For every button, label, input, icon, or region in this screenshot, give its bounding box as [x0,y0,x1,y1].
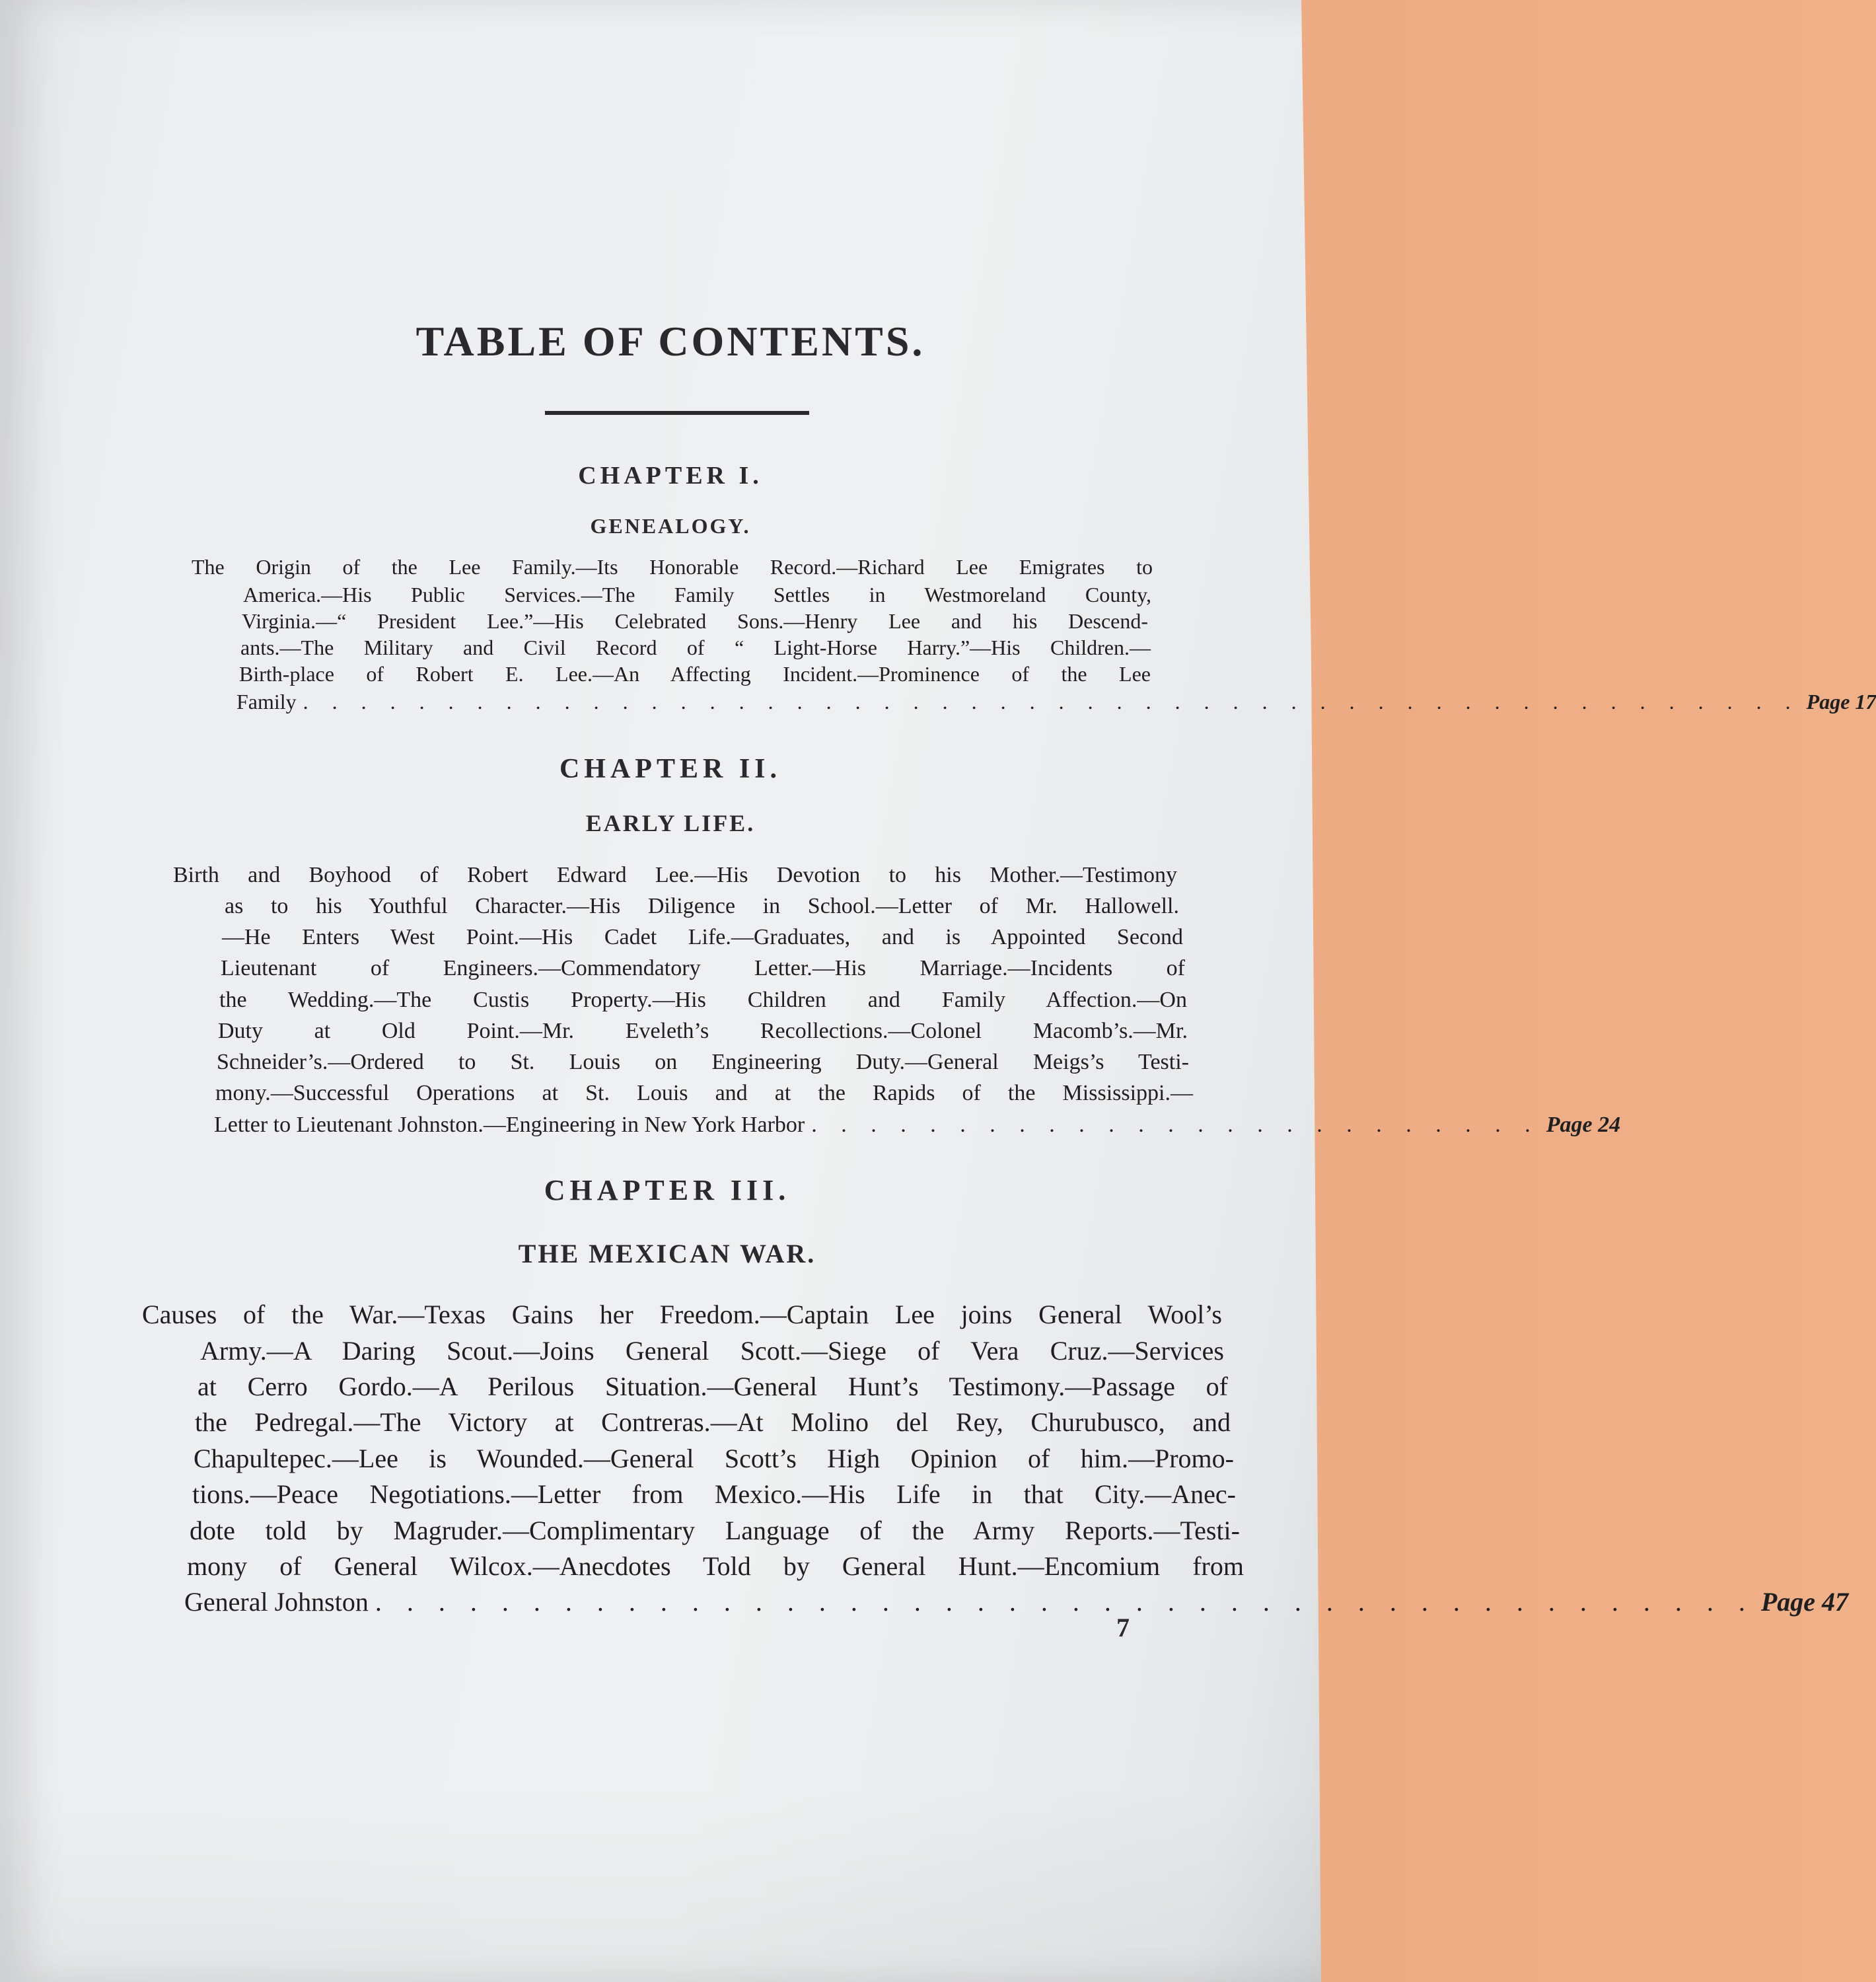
chapter-1-line: Virginia.—“ President Lee.”—His Celebrated Sons.—Henry Lee and his Descend- [242,609,1148,633]
chapter-2-line: Letter to Lieutenant Johnston.—Engineering in New York Harbor [214,1113,805,1137]
chapter-2-line: Duty at Old Point.—Mr. Eveleth’s Recollections.—Colonel Macomb’s.—Mr. [218,1019,1188,1043]
chapter-1-line: ants.—The Military and Civil Record of “ Light-Horse Harry.”—His Children.— [240,636,1151,659]
chapter-1-subtitle: GENEALOGY. [590,514,751,538]
chapter-1-number: CHAPTER I. [578,462,763,490]
chapter-3-line: tions.—Peace Negotiations.—Letter from Mexico.—His Life in that City.—Anec- [192,1479,1236,1509]
chapter-1-line: Birth-place of Robert E. Lee.—An Affecting Incident.—Prominence of the Lee [239,662,1151,686]
chapter-3-line: Causes of the War.—Texas Gains her Freedom.—Captain Lee joins General Wool’s [142,1300,1222,1329]
chapter-3-line: General Johnston [184,1587,369,1617]
chapter-3-subtitle: THE MEXICAN WAR. [518,1239,816,1268]
chapter-2-line: the Wedding.—The Custis Property.—His Children and Family Affection.—On [219,988,1187,1012]
leader-dots: . . . . . . . . . . . . . . . . . . . . . . . . . . . . . . . . . . . . . . . . . . . . . . . . . . . . [303,690,1800,714]
chapter-2-number: CHAPTER II. [559,754,782,784]
page-number: 7 [1116,1613,1130,1642]
chapter-2-line: Lieutenant of Engineers.—Commendatory Letter.—His Marriage.—Incidents of [221,956,1185,980]
chapter-3-line: Army.—A Daring Scout.—Joins General Scott.—Siege of Vera Cruz.—Services [200,1336,1224,1366]
chapter-3-line: mony of General Wilcox.—Anecdotes Told by General Hunt.—Encomium from [187,1551,1244,1581]
chapter-3-line-last [184,1586,1849,1617]
chapter-2-line: as to his Youthful Character.—His Diligence in School.—Letter of Mr. Hallowell. [225,894,1179,918]
chapter-2-page: Page 24 [1546,1113,1621,1137]
leader-dots: . . . . . . . . . . . . . . . . . . . . . . . . . . . . . . . . . . . . . . . . . . . . [375,1587,1754,1617]
page-shadow [0,1784,1321,1982]
chapter-1-line: The Origin of the Lee Family.—Its Honorable Record.—Richard Lee Emigrates to [192,555,1153,579]
chapter-1-line: America.—His Public Services.—The Family Settles in Westmoreland County, [243,583,1151,606]
page-title: TABLE OF CONTENTS. [415,318,925,365]
chapter-2-subtitle: EARLY LIFE. [585,810,756,836]
chapter-3-line: Chapultepec.—Lee is Wounded.—General Scott’s High Opinion of him.—Promo- [194,1444,1234,1473]
chapter-2-line-last [214,1113,1621,1138]
chapter-2-line: Birth and Boyhood of Robert Edward Lee.—His Devotion to his Mother.—Testimony [173,863,1177,887]
title-rule [545,411,809,415]
leader-dots: . . . . . . . . . . . . . . . . . . . . . . . . . [811,1113,1540,1137]
chapter-3-line: at Cerro Gordo.—A Perilous Situation.—General Hunt’s Testimony.—Passage of [198,1372,1228,1401]
chapter-3-line: dote told by Magruder.—Complimentary Language of the Army Reports.—Testi- [190,1516,1240,1545]
chapter-1-line-last [236,690,1876,714]
chapter-1-page: Page 17 [1806,690,1876,714]
chapter-3-number: CHAPTER III. [544,1174,791,1206]
chapter-3-page: Page 47 [1760,1587,1849,1617]
chapter-2-line: —He Enters West Point.—His Cadet Life.—Graduates, and is Appointed Second [222,925,1183,949]
chapter-2-line: Schneider’s.—Ordered to St. Louis on Engineering Duty.—General Meigs’s Testi- [217,1050,1189,1074]
chapter-2-line: mony.—Successful Operations at St. Louis and at the Rapids of the Mississippi.— [215,1081,1193,1105]
chapter-1-line: Family [236,690,297,714]
chapter-3-line: the Pedregal.—The Victory at Contreras.—At Molino del Rey, Churubusco, and [195,1407,1231,1437]
